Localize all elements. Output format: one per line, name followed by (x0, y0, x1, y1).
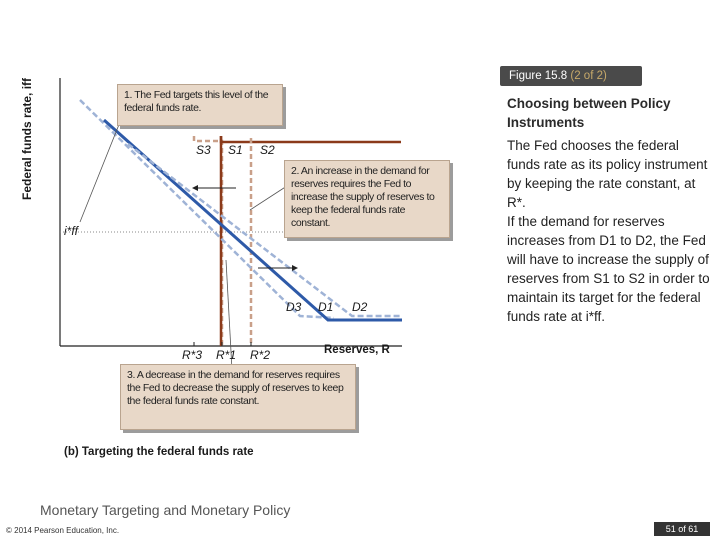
y-axis-label: Federal funds rate, iff (20, 77, 34, 200)
supply-label-s2: S2 (260, 143, 275, 157)
reserve-label-r2: R*2 (250, 348, 271, 362)
supply-label-s1: S1 (228, 143, 243, 157)
side-title: Choosing between Policy Instruments (507, 96, 671, 130)
copyright: © 2014 Pearson Education, Inc. (6, 526, 120, 535)
footer-title: Monetary Targeting and Monetary Policy (40, 502, 291, 518)
demand-label-d3: D3 (286, 300, 302, 314)
arrow-right-head (292, 265, 298, 271)
figure-tab-label: Figure 15.8 (509, 70, 568, 82)
side-paragraph-1: The Fed chooses the federal funds rate as its policy instrument by keeping the rate constant, at R*. (507, 138, 708, 210)
demand-label-d2: D2 (352, 300, 368, 314)
figure-caption: (b) Targeting the federal funds rate (64, 446, 254, 458)
side-paragraph-2: If the demand for reserves increases from D1 to D2, the Fed will have to increase the supply of reserves from S1 to S2 in order to maintain its target for the federal funds rate at i*ff. (507, 214, 710, 324)
supply-s3-line (194, 136, 222, 346)
reserve-label-r1: R*1 (216, 348, 237, 362)
callout-1: 1. The Fed targets this level of the federal funds rate. (117, 84, 283, 126)
page-number: 51 of 61 (654, 522, 710, 536)
demand-label-d1: D1 (318, 300, 334, 314)
reserve-label-r3: R*3 (182, 348, 203, 362)
arrow-left-head (192, 185, 198, 191)
supply-s1-line (221, 136, 401, 142)
rate-target-label: i*ff (64, 224, 79, 238)
figure-tab (500, 66, 642, 86)
x-axis-label: Reserves, R (324, 344, 390, 356)
figure-tab-sub: (2 of 2) (570, 70, 607, 82)
callout1-pointer (80, 122, 120, 222)
side-text (507, 136, 712, 326)
supply-label-s3: S3 (196, 143, 211, 157)
callout-3: 3. A decrease in the demand for reserves requires the Fed to decrease the supply of reserves to keep the federal funds rate constant. (120, 364, 356, 430)
callout-2: 2. An increase in the demand for reserves requires the Fed to increase the supply of reserves to keep the federal funds rate constant. (284, 160, 450, 238)
